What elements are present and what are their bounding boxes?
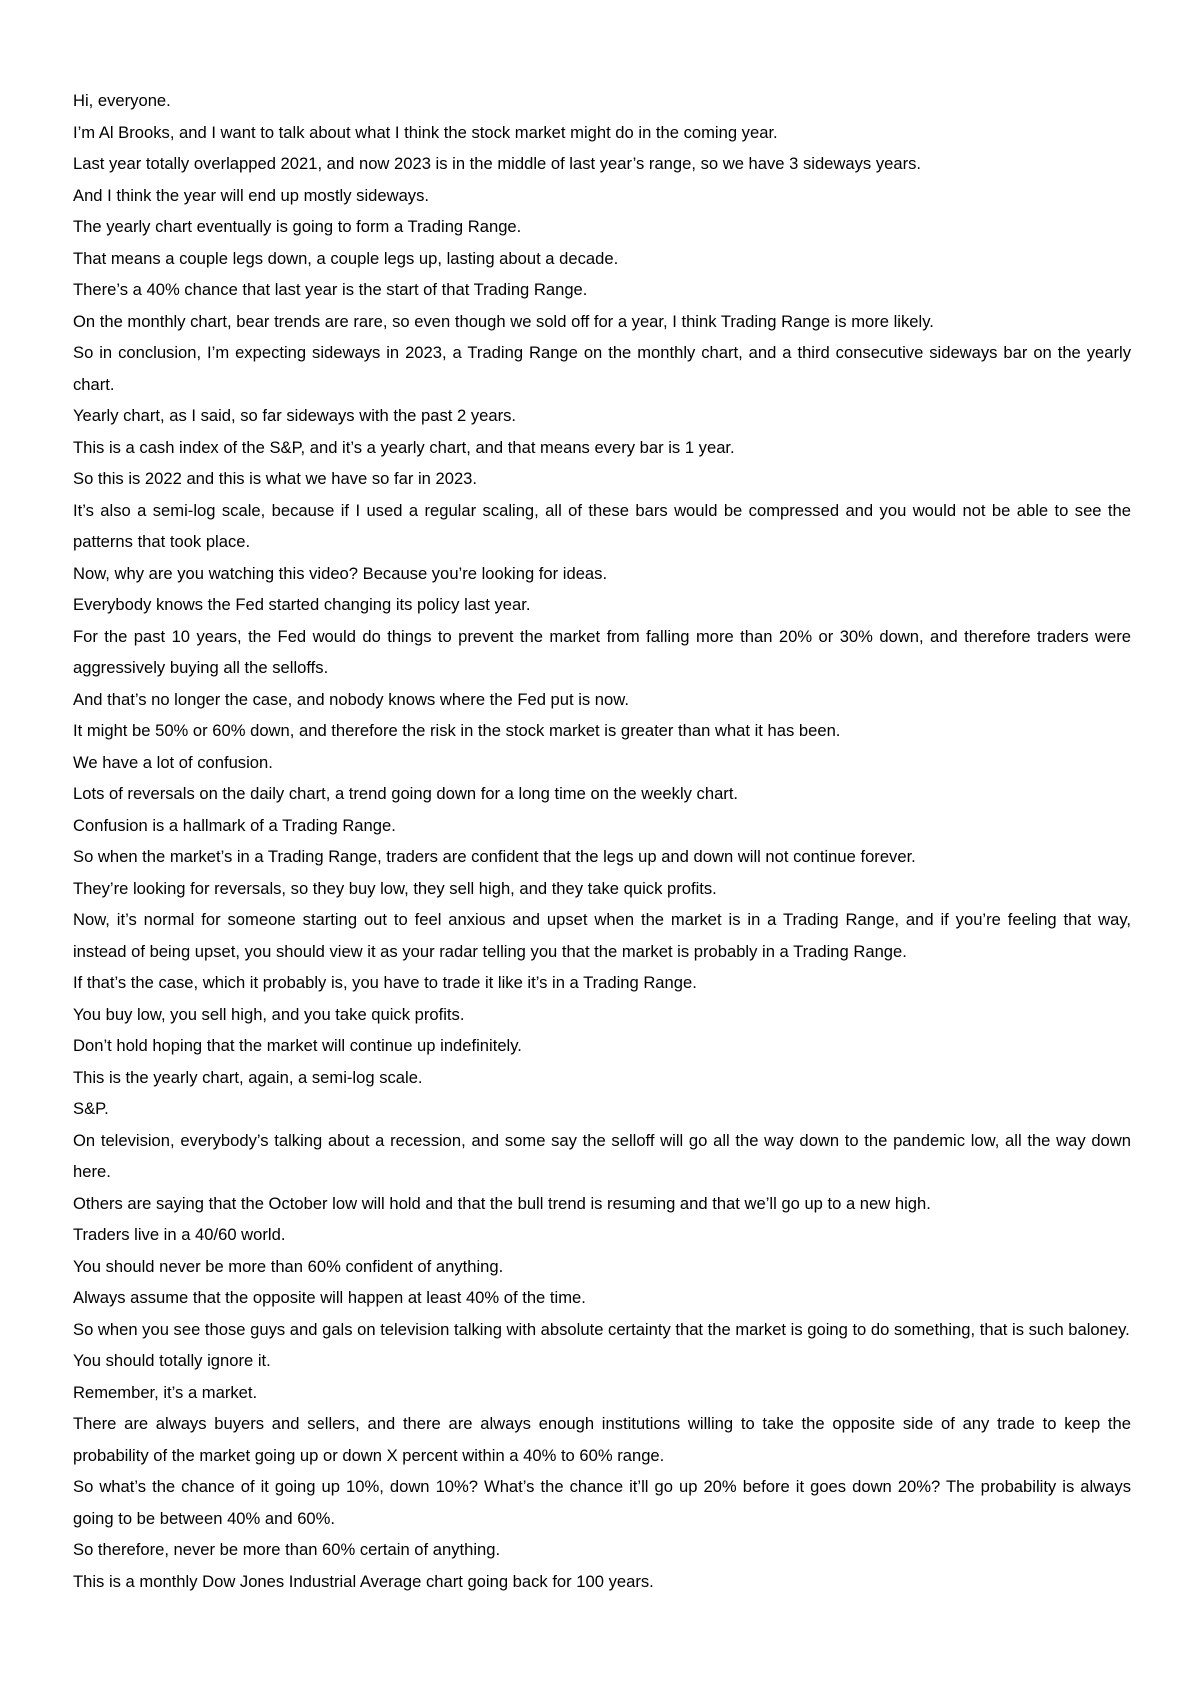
paragraph: Lots of reversals on the daily chart, a trend going down for a long time on the weekly chart. [73,784,739,803]
paragraph: So what’s the chance of it going up 10%, down 10%? What’s the chance it’ll go up 20% before it goes down 20%? The probability is always going to be between 40% and 60%. [73,1477,1131,1528]
paragraph: This is a monthly Dow Jones Industrial Average chart going back for 100 years. [73,1571,654,1591]
paragraph: Now, why are you watching this video? Because you’re looking for ideas. [73,563,608,583]
paragraph: It might be 50% or 60% down, and therefore the risk in the stock market is greater than what it has been. [73,721,841,740]
paragraph: So in conclusion, I’m expecting sideways in 2023, a Trading Range on the monthly chart, and a third consecutive sideways bar on the yearly chart. [73,343,1131,394]
paragraph: Traders live in a 40/60 world. [73,1225,286,1244]
paragraph: The yearly chart eventually is going to form a Trading Range. [73,217,522,236]
paragraph: Remember, it’s a market. [73,1382,258,1402]
paragraph: Confusion is a hallmark of a Trading Range. [73,815,396,835]
paragraph: Others are saying that the October low will hold and that the bull trend is resuming and that we’ll go up to a new high. [73,1193,931,1213]
paragraph: Hi, everyone. [73,91,171,110]
paragraph: And I think the year will end up mostly sideways. [73,185,430,205]
paragraph: On television, everybody’s talking about a recession, and some say the selloff will go all the way down to the pandemic low, all the way down here. [73,1130,1131,1181]
paragraph: They’re looking for reversals, so they buy low, they sell high, and they take quick profits. [73,878,717,898]
paragraph: And that’s no longer the case, and nobody knows where the Fed put is now. [73,689,629,709]
paragraph: You should never be more than 60% confident of anything. [73,1256,504,1276]
paragraph: This is a cash index of the S&P, and it’s a yearly chart, and that means every bar is 1 year. [73,437,735,457]
paragraph: On the monthly chart, bear trends are rare, so even though we sold off for a year, I think Trading Range is more likely. [73,311,934,331]
paragraph: Now, it’s normal for someone starting out to feel anxious and upset when the market is in a Trading Range, and if you’re feeling that way, instead of being upset, you should view it as your radar telling you that the market is probably in a Trading Range. [73,910,1131,961]
paragraph: Don’t hold hoping that the market will continue up indefinitely. [73,1036,522,1055]
paragraph: It’s also a semi-log scale, because if I used a regular scaling, all of these bars would be compressed and you would not be able to see the patterns that took place. [73,500,1131,551]
paragraph: There are always buyers and sellers, and there are always enough institutions willing to take the opposite side of any trade to keep the probability of the market going up or down X percent within a 40% to 60% range. [73,1414,1131,1465]
paragraph: We have a lot of confusion. [73,752,273,772]
paragraph: You buy low, you sell high, and you take quick profits. [73,1004,465,1024]
paragraph: Last year totally overlapped 2021, and now 2023 is in the middle of last year’s range, so we have 3 sideways years. [73,154,922,173]
paragraph: Yearly chart, as I said, so far sideways with the past 2 years. [73,406,517,425]
paragraph: Everybody knows the Fed started changing its policy last year. [73,595,531,614]
paragraph: I’m Al Brooks, and I want to talk about what I think the stock market might do in the coming year. [73,122,778,142]
paragraph: So when the market’s in a Trading Range, traders are confident that the legs up and down will not continue forever. [73,847,916,866]
paragraph: This is the yearly chart, again, a semi-log scale. [73,1067,423,1087]
paragraph: There’s a 40% chance that last year is the start of that Trading Range. [73,280,588,299]
paragraph: So therefore, never be more than 60% certain of anything. [73,1540,501,1559]
paragraph: If that’s the case, which it probably is, you have to trade it like it’s in a Trading Range. [73,973,697,992]
paragraph: You should totally ignore it. [73,1351,271,1370]
paragraph: So when you see those guys and gals on television talking with absolute certainty that the market is going to do something, that is such baloney. [73,1319,1130,1339]
paragraph: Always assume that the opposite will happen at least 40% of the time. [73,1288,586,1307]
paragraph: That means a couple legs down, a couple legs up, lasting about a decade. [73,248,619,268]
paragraph: S&P. [73,1099,109,1118]
transcript-body [73,85,1131,1597]
paragraph: For the past 10 years, the Fed would do things to prevent the market from falling more than 20% or 30% down, and therefore traders were aggressively buying all the selloffs. [73,626,1131,677]
paragraph: So this is 2022 and this is what we have so far in 2023. [73,469,478,488]
